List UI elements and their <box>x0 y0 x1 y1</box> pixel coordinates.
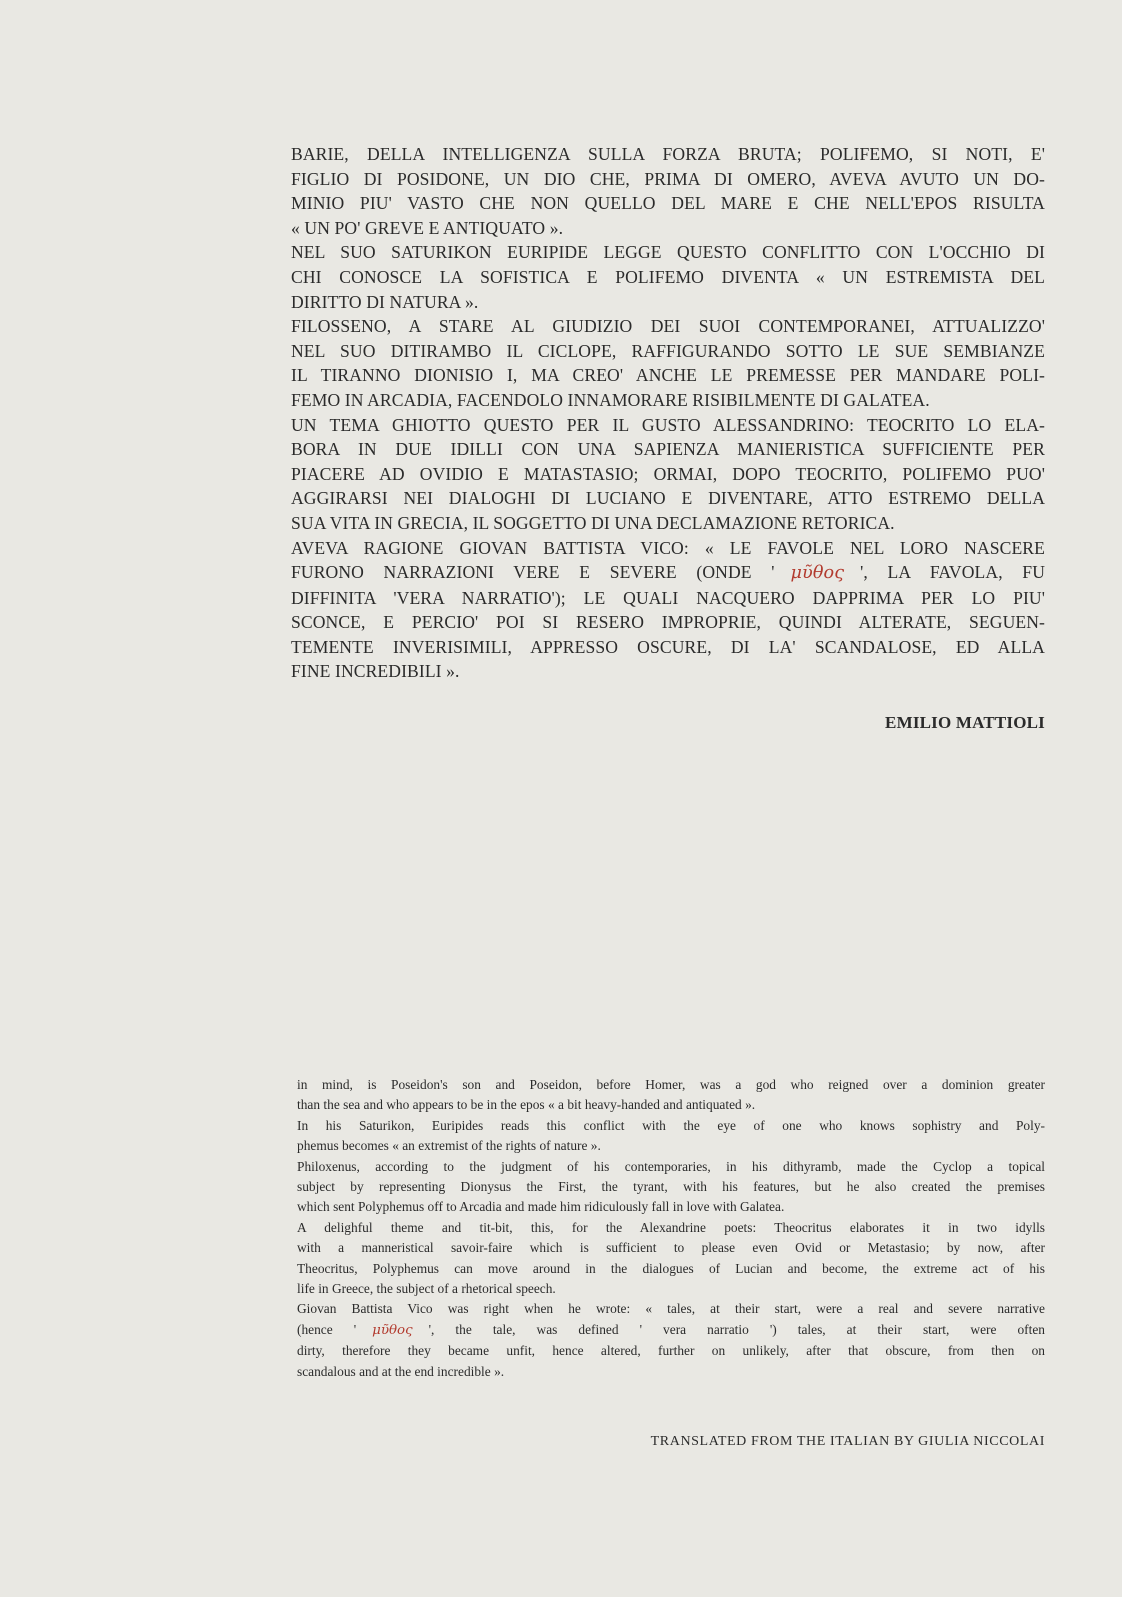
italian-line-with-greek <box>291 560 1045 586</box>
english-line: scandalous and at the end incredible ». <box>297 1363 505 1379</box>
italian-line: AGGIRARSI NEI DIALOGHI DI LUCIANO E DIVENTARE, ATTO ESTREMO DELLA <box>291 488 1045 509</box>
italian-line: NEL SUO SATURIKON EURIPIDE LEGGE QUESTO CONFLITTO CON L'OCCHIO DI <box>291 242 1045 263</box>
italian-line: DIRITTO DI NATURA ». <box>291 291 479 312</box>
english-line: phemus becomes « an extremist of the rights of nature ». <box>297 1138 601 1154</box>
italian-greek-after: ', LA FAVOLA, FU <box>860 562 1045 583</box>
italian-line: FEMO IN ARCADIA, FACENDOLO INNAMORARE RISIBILMENTE DI GALATEA. <box>291 389 930 410</box>
italian-line: « UN PO' GREVE E ANTIQUATO ». <box>291 217 564 238</box>
english-text-block <box>297 1075 1045 1382</box>
author-name: EMILIO MATTIOLI <box>885 713 1045 732</box>
italian-line: FINE INCREDIBILI ». <box>291 661 460 682</box>
italian-line: TEMENTE INVERISIMILI, APPRESSO OSCURE, DI LA' SCANDALOSE, ED ALLA <box>291 636 1045 657</box>
english-line: subject by representing Dionysus the First, the tyrant, with his features, but he also created the premises <box>297 1179 1045 1195</box>
italian-line: BORA IN DUE IDILLI CON UNA SAPIENZA MANIERISTICA SUFFICIENTE PER <box>291 439 1045 460</box>
greek-handwritten-word: μῦθος <box>372 1322 413 1338</box>
italian-text-block <box>291 142 1045 684</box>
english-line-with-greek <box>297 1320 1045 1341</box>
italian-line: SUA VITA IN GRECIA, IL SOGGETTO DI UNA DECLAMAZIONE RETORICA. <box>291 512 895 533</box>
english-line: than the sea and who appears to be in the epos « a bit heavy-handed and antiquated ». <box>297 1097 756 1113</box>
italian-line: PIACERE AD OVIDIO E MATASTASIO; ORMAI, DOPO TEOCRITO, POLIFEMO PUO' <box>291 463 1045 484</box>
italian-line: IL TIRANNO DIONISIO I, MA CREO' ANCHE LE PREMESSE PER MANDARE POLI- <box>291 365 1045 386</box>
italian-line: BARIE, DELLA INTELLIGENZA SULLA FORZA BRUTA; POLIFEMO, SI NOTI, E' <box>291 144 1045 164</box>
italian-line: FIGLIO DI POSIDONE, UN DIO CHE, PRIMA DI OMERO, AVEVA AVUTO UN DO- <box>291 168 1045 189</box>
italian-line: MINIO PIU' VASTO CHE NON QUELLO DEL MARE E CHE NELL'EPOS RISULTA <box>291 193 1045 214</box>
english-line: A delighful theme and tit-bit, this, for the Alexandrine poets: Theocritus elaborates it in two idylls <box>297 1219 1045 1235</box>
english-line: Philoxenus, according to the judgment of his contemporaries, in his dithyramb, made the Cyclop a topical <box>297 1158 1045 1174</box>
english-line: Giovan Battista Vico was right when he wrote: « tales, at their start, were a real and severe narrative <box>297 1301 1045 1317</box>
italian-line: AVEVA RAGIONE GIOVAN BATTISTA VICO: « LE FAVOLE NEL LORO NASCERE <box>291 537 1045 558</box>
english-line: which sent Polyphemus off to Arcadia and made him ridiculously fall in love with Galatea. <box>297 1199 785 1215</box>
english-line: In his Saturikon, Euripides reads this conflict with the eye of one who knows sophistry and Poly- <box>297 1117 1045 1133</box>
italian-line: FILOSSENO, A STARE AL GIUDIZIO DEI SUOI CONTEMPORANEI, ATTUALIZZO' <box>291 316 1045 337</box>
english-line: Theocritus, Polyphemus can move around in the dialogues of Lucian and become, the extreme act of his <box>297 1260 1045 1276</box>
english-line: in mind, is Poseidon's son and Poseidon, before Homer, was a god who reigned over a dominion greater <box>297 1077 1045 1092</box>
italian-line: SCONCE, E PERCIO' POI SI RESERO IMPROPRIE, QUINDI ALTERATE, SEGUEN- <box>291 612 1045 633</box>
italian-line: UN TEMA GHIOTTO QUESTO PER IL GUSTO ALESSANDRINO: TEOCRITO LO ELA- <box>291 414 1045 435</box>
italian-greek-before: FURONO NARRAZIONI VERE E SEVERE (ONDE ' <box>291 562 775 583</box>
english-greek-after: ', the tale, was defined ' vera narratio ') tales, at their start, were often <box>428 1321 1045 1337</box>
italian-line: NEL SUO DITIRAMBO IL CICLOPE, RAFFIGURANDO SOTTO LE SUE SEMBIANZE <box>291 340 1045 361</box>
italian-line: DIFFINITA 'VERA NARRATIO'); LE QUALI NACQUERO DAPPRIMA PER LO PIU' <box>291 587 1045 608</box>
greek-handwritten-word: μῦθος <box>790 563 845 584</box>
english-line: with a manneristical savoir-faire which is sufficient to please even Ovid or Metastasio; by now, after <box>297 1240 1045 1256</box>
english-line: life in Greece, the subject of a rhetorical speech. <box>297 1281 556 1297</box>
translator-credit: TRANSLATED FROM THE ITALIAN BY GIULIA NICCOLAI <box>650 1434 1045 1449</box>
italian-line: CHI CONOSCE LA SOFISTICA E POLIFEMO DIVENTA « UN ESTREMISTA DEL <box>291 266 1045 287</box>
english-line: dirty, therefore they became unfit, hence altered, further on unlikely, after that obscure, from then on <box>297 1343 1045 1359</box>
english-greek-before: (hence ' <box>297 1321 357 1337</box>
